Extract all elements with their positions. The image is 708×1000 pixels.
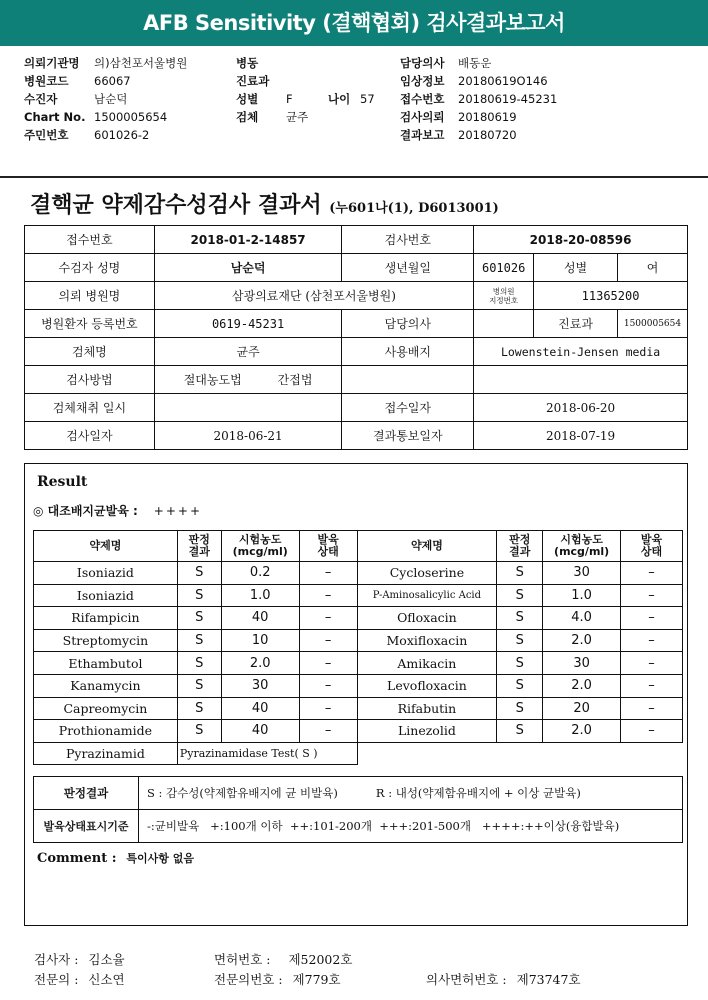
drug-growth: – bbox=[621, 584, 683, 607]
header-col2 bbox=[236, 54, 375, 126]
label-doctor: 담당의사 bbox=[400, 56, 445, 70]
value-resident-no: 601026-2 bbox=[94, 128, 150, 142]
info-value: 2018-06-21 bbox=[154, 422, 342, 450]
info-row bbox=[25, 338, 688, 366]
legend-judge-text bbox=[139, 777, 683, 810]
report-title-text: 결핵균 약제감수성검사 결과서 bbox=[30, 192, 322, 218]
header-conc: 시험농도 (mcg/ml) bbox=[221, 531, 299, 562]
control-growth-value: ++++ bbox=[153, 504, 202, 518]
drug-growth: – bbox=[299, 629, 357, 652]
drug-conc: 20 bbox=[543, 697, 621, 720]
drug-conc: 0.2 bbox=[221, 562, 299, 585]
value-clinical-info: 20180619O146 bbox=[458, 74, 548, 88]
info-value bbox=[154, 366, 342, 394]
info-label: 담당의사 bbox=[342, 310, 474, 338]
drug-table-header bbox=[34, 531, 683, 562]
drug-judge: S bbox=[497, 607, 543, 630]
drug-conc: 30 bbox=[543, 562, 621, 585]
info-label: 수검자 성명 bbox=[25, 254, 155, 282]
header-drug: 약제명 bbox=[357, 531, 497, 562]
drug-conc: 30 bbox=[221, 674, 299, 697]
info-value: 0619-45231 bbox=[154, 310, 342, 338]
drug-judge: S bbox=[177, 629, 221, 652]
info-value: 11365200 bbox=[534, 282, 688, 310]
drug-judge: S bbox=[497, 674, 543, 697]
drug-row bbox=[34, 607, 683, 630]
drug-growth: – bbox=[299, 584, 357, 607]
comment-value: 특이사항 없음 bbox=[126, 852, 195, 865]
info-value bbox=[342, 366, 474, 394]
label-age: 나이 bbox=[328, 92, 351, 106]
pza-drug-name: Pyrazinamid bbox=[34, 742, 178, 765]
info-label: 접수번호 bbox=[25, 226, 155, 254]
value-sex: F bbox=[286, 92, 293, 106]
drug-row bbox=[34, 652, 683, 675]
drug-growth: – bbox=[621, 652, 683, 675]
info-label: 의뢰 병원명 bbox=[25, 282, 155, 310]
drug-name: Rifampicin bbox=[34, 607, 178, 630]
footer-doctor-license bbox=[426, 970, 581, 988]
drug-growth: – bbox=[299, 697, 357, 720]
info-row bbox=[25, 310, 688, 338]
drug-growth: – bbox=[299, 720, 357, 743]
header-conc: 시험농도 (mcg/ml) bbox=[543, 531, 621, 562]
drug-judge: S bbox=[497, 629, 543, 652]
header-growth: 발육 상태 bbox=[621, 531, 683, 562]
drug-conc: 40 bbox=[221, 697, 299, 720]
drug-conc: 30 bbox=[543, 652, 621, 675]
license-label: 면허번호 : bbox=[214, 952, 271, 967]
control-growth-label: ◎ 대조배지균발육 : bbox=[33, 504, 138, 518]
report-banner: AFB Sensitivity (결핵협회) 검사결과보고서 bbox=[0, 0, 708, 46]
footer-examiner bbox=[34, 950, 125, 968]
info-value: 균주 bbox=[154, 338, 342, 366]
drug-growth: – bbox=[299, 652, 357, 675]
specialist-no-value: 제779호 bbox=[292, 972, 341, 987]
legend-growth-label: 발육상태표시기준 bbox=[34, 810, 139, 843]
info-row bbox=[25, 254, 688, 282]
drug-growth: – bbox=[299, 674, 357, 697]
info-value: 여 bbox=[617, 254, 687, 282]
info-label: 사용배지 bbox=[342, 338, 474, 366]
info-label: 검사번호 bbox=[342, 226, 474, 254]
legend-judge-r: R : 내성(약제함유배지에 + 이상 균발육) bbox=[375, 786, 581, 800]
drug-name: Ofloxacin bbox=[357, 607, 497, 630]
value-receipt-no: 20180619-45231 bbox=[458, 92, 558, 106]
drug-judge: S bbox=[497, 584, 543, 607]
drug-judge: S bbox=[497, 562, 543, 585]
drug-name: Rifabutin bbox=[357, 697, 497, 720]
pza-row bbox=[34, 742, 683, 765]
label-sex: 성별 bbox=[236, 92, 259, 106]
patient-info-table bbox=[24, 225, 688, 450]
drug-growth: – bbox=[621, 562, 683, 585]
drug-conc: 40 bbox=[221, 607, 299, 630]
pza-blank bbox=[357, 742, 683, 765]
value-requesting-org: 의)삼천포서울병원 bbox=[94, 56, 188, 70]
specialist-no-label: 전문의번호 : bbox=[214, 972, 283, 987]
value-chart-no: 1500005654 bbox=[94, 110, 168, 124]
drug-judge: S bbox=[177, 562, 221, 585]
info-label: 성별 bbox=[534, 254, 618, 282]
info-label: 병의원 지정번호 bbox=[474, 282, 534, 310]
info-value bbox=[474, 310, 534, 338]
drug-judge: S bbox=[177, 607, 221, 630]
drug-conc: 2.0 bbox=[543, 629, 621, 652]
result-section bbox=[24, 463, 688, 926]
drug-name: Prothionamide bbox=[34, 720, 178, 743]
legend-table bbox=[33, 776, 683, 843]
drug-growth: – bbox=[621, 720, 683, 743]
drug-conc: 2.0 bbox=[221, 652, 299, 675]
drug-growth: – bbox=[621, 629, 683, 652]
drug-judge: S bbox=[177, 720, 221, 743]
label-requesting-org: 의뢰기관명 bbox=[24, 56, 80, 70]
drug-row bbox=[34, 562, 683, 585]
info-label: 접수일자 bbox=[342, 394, 474, 422]
info-row bbox=[25, 226, 688, 254]
value-age: 57 bbox=[360, 92, 375, 106]
drug-growth: – bbox=[299, 562, 357, 585]
drug-judge: S bbox=[177, 674, 221, 697]
legend-row-growth bbox=[34, 810, 683, 843]
footer-license bbox=[214, 950, 352, 968]
drug-row bbox=[34, 629, 683, 652]
drug-conc: 40 bbox=[221, 720, 299, 743]
legend-judge-s: S : 감수성(약제함유배지에 균 비발육) bbox=[147, 786, 338, 800]
value-patient: 남순덕 bbox=[94, 92, 128, 106]
label-specimen: 검체 bbox=[236, 110, 259, 124]
drug-conc: 1.0 bbox=[221, 584, 299, 607]
legend-growth-text: -:균비발육 +:100개 이하 ++:101-200개 +++:201-500개 ++++:++이상(융합발육) bbox=[139, 810, 683, 843]
drug-row bbox=[34, 674, 683, 697]
comment bbox=[37, 850, 194, 866]
info-value bbox=[154, 394, 342, 422]
drug-name: Linezolid bbox=[357, 720, 497, 743]
header-col3 bbox=[400, 54, 557, 144]
examiner-name: 김소율 bbox=[88, 952, 125, 967]
info-value: 2018-06-20 bbox=[474, 394, 688, 422]
drug-name: Isoniazid bbox=[34, 584, 178, 607]
info-label: 검체채취 일시 bbox=[25, 394, 155, 422]
label-clinical-info: 임상정보 bbox=[400, 74, 445, 88]
drug-name: P-Aminosalicylic Acid bbox=[357, 584, 497, 607]
info-value: 삼광의료재단 (삼천포서울병원) bbox=[154, 282, 473, 310]
footer-specialist bbox=[34, 970, 125, 988]
footer-specialist-no bbox=[214, 970, 341, 988]
drug-growth: – bbox=[299, 607, 357, 630]
drug-growth: – bbox=[621, 697, 683, 720]
info-row bbox=[25, 422, 688, 450]
method-indirect: 간접법 bbox=[277, 373, 313, 387]
info-label: 검체명 bbox=[25, 338, 155, 366]
drug-conc: 4.0 bbox=[543, 607, 621, 630]
drug-name: Kanamycin bbox=[34, 674, 178, 697]
header-col1 bbox=[24, 54, 187, 144]
drug-judge: S bbox=[497, 720, 543, 743]
drug-row bbox=[34, 584, 683, 607]
label-receipt-no: 접수번호 bbox=[400, 92, 445, 106]
legend-row-judgement bbox=[34, 777, 683, 810]
legend-judge-label: 판정결과 bbox=[34, 777, 139, 810]
specialist-label: 전문의 : bbox=[34, 972, 79, 987]
info-label: 병원환자 등록번호 bbox=[25, 310, 155, 338]
info-value: 2018-01-2-14857 bbox=[154, 226, 342, 254]
drug-conc: 2.0 bbox=[543, 720, 621, 743]
drug-name: Capreomycin bbox=[34, 697, 178, 720]
drug-name: Levofloxacin bbox=[357, 674, 497, 697]
header-growth: 발육 상태 bbox=[299, 531, 357, 562]
drug-name: Amikacin bbox=[357, 652, 497, 675]
doctor-license-label: 의사면허번호 : bbox=[426, 972, 507, 987]
drug-susceptibility-table bbox=[33, 530, 683, 765]
drug-row bbox=[34, 720, 683, 743]
info-label: 검사방법 bbox=[25, 366, 155, 394]
info-row bbox=[25, 282, 688, 310]
drug-conc: 10 bbox=[221, 629, 299, 652]
value-specimen: 균주 bbox=[286, 110, 309, 124]
drug-name: Ethambutol bbox=[34, 652, 178, 675]
drug-row bbox=[34, 697, 683, 720]
drug-judge: S bbox=[497, 697, 543, 720]
header-judge: 판정 결과 bbox=[497, 531, 543, 562]
drug-name: Isoniazid bbox=[34, 562, 178, 585]
header-drug: 약제명 bbox=[34, 531, 178, 562]
info-value: 2018-20-08596 bbox=[474, 226, 688, 254]
drug-name: Streptomycin bbox=[34, 629, 178, 652]
label-test-request: 검사의뢰 bbox=[400, 110, 445, 124]
label-result-report: 결과보고 bbox=[400, 128, 445, 142]
info-label: 검사일자 bbox=[25, 422, 155, 450]
value-doctor: 배동운 bbox=[458, 56, 492, 70]
value-hospital-code: 66067 bbox=[94, 74, 131, 88]
info-value: 2018-07-19 bbox=[474, 422, 688, 450]
report-title bbox=[30, 188, 499, 219]
drug-judge: S bbox=[177, 652, 221, 675]
info-row bbox=[25, 394, 688, 422]
info-value: 남순덕 bbox=[154, 254, 342, 282]
drug-name: Cycloserine bbox=[357, 562, 497, 585]
label-resident-no: 주민번호 bbox=[24, 128, 69, 142]
drug-growth: – bbox=[621, 674, 683, 697]
comment-label: Comment : bbox=[37, 851, 117, 866]
drug-name: Moxifloxacin bbox=[357, 629, 497, 652]
doctor-license-value: 제73747호 bbox=[516, 972, 581, 987]
drug-judge: S bbox=[497, 652, 543, 675]
info-value: Lowenstein-Jensen media bbox=[474, 338, 688, 366]
license-value: 제52002호 bbox=[288, 952, 353, 967]
label-chart-no: Chart No. bbox=[24, 110, 86, 124]
drug-conc: 2.0 bbox=[543, 674, 621, 697]
label-hospital-code: 병원코드 bbox=[24, 74, 69, 88]
drug-judge: S bbox=[177, 584, 221, 607]
info-value: 1500005654 bbox=[617, 310, 687, 338]
pza-test: Pyrazinamidase Test( S ) bbox=[177, 742, 357, 765]
specialist-name: 신소연 bbox=[88, 972, 125, 987]
header-judge: 판정 결과 bbox=[177, 531, 221, 562]
label-department: 진료과 bbox=[236, 74, 270, 88]
method-absolute: 절대농도법 bbox=[183, 373, 242, 387]
info-label: 진료과 bbox=[534, 310, 618, 338]
info-label: 결과통보일자 bbox=[342, 422, 474, 450]
info-label: 생년월일 bbox=[342, 254, 474, 282]
control-growth bbox=[33, 502, 202, 519]
drug-conc: 1.0 bbox=[543, 584, 621, 607]
examiner-label: 검사자 : bbox=[34, 952, 79, 967]
result-title: Result bbox=[37, 474, 88, 490]
label-patient: 수진자 bbox=[24, 92, 58, 106]
header-divider bbox=[0, 176, 708, 178]
value-result-report: 20180720 bbox=[458, 128, 517, 142]
drug-judge: S bbox=[177, 697, 221, 720]
info-value: 601026 bbox=[474, 254, 534, 282]
drug-growth: – bbox=[621, 607, 683, 630]
label-ward: 병동 bbox=[236, 56, 259, 70]
value-test-request: 20180619 bbox=[458, 110, 517, 124]
info-row bbox=[25, 366, 688, 394]
info-value bbox=[474, 366, 688, 394]
report-code: (누601나(1), D6013001) bbox=[329, 201, 499, 216]
